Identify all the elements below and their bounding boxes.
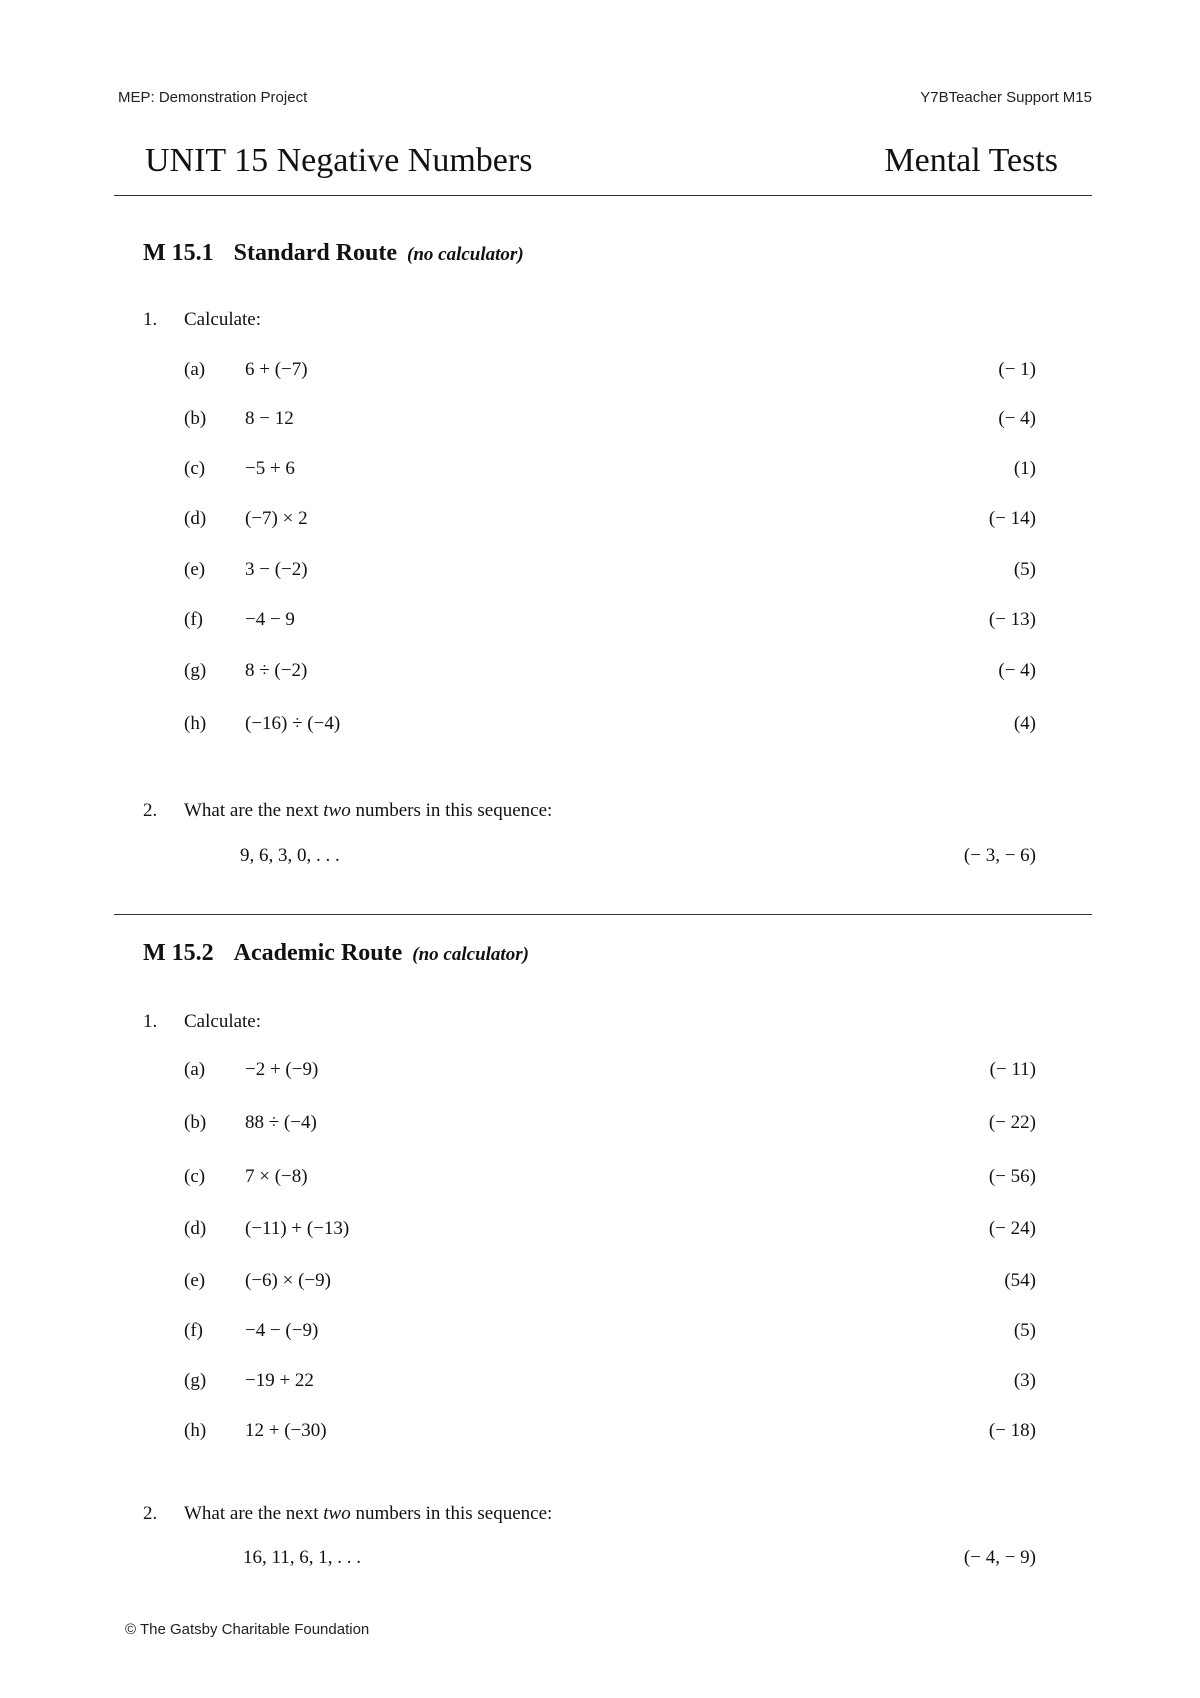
item-answer: (3) — [1013, 1370, 1036, 1391]
unit-title: UNIT 15 Negative Numbers — [145, 142, 533, 179]
section-note: (no calculator) — [407, 244, 524, 265]
item-label: (f) — [184, 609, 203, 630]
item-expression: 6 + (−7) — [245, 359, 308, 380]
item-answer: (− 18) — [988, 1420, 1036, 1441]
item-answer: (− 11) — [989, 1059, 1036, 1080]
item-expression: 12 + (−30) — [245, 1420, 327, 1441]
item-answer: (5) — [1013, 559, 1036, 580]
item-label: (d) — [184, 508, 207, 529]
footer-copyright: © The Gatsby Charitable Foundation — [125, 1621, 370, 1638]
item-expression: −19 + 22 — [245, 1370, 314, 1391]
item-expression: 7 × (−8) — [245, 1166, 308, 1187]
item-expression: −5 + 6 — [245, 458, 295, 479]
item-answer: (− 56) — [988, 1166, 1036, 1187]
prompt-text: numbers in this sequence: — [350, 800, 553, 821]
title-divider — [114, 195, 1092, 196]
item-expression: −4 − 9 — [245, 609, 295, 630]
item-label: (h) — [184, 1420, 207, 1441]
sequence-prompt — [184, 1503, 552, 1525]
item-expression: −2 + (−9) — [245, 1059, 319, 1080]
item-answer: (54) — [1004, 1270, 1036, 1291]
prompt-text: What are the next — [184, 800, 324, 821]
prompt-text: numbers in this sequence: — [350, 1503, 553, 1524]
item-expression: 88 ÷ (−4) — [245, 1112, 317, 1133]
sequence-prompt — [184, 800, 552, 822]
item-label: (d) — [184, 1218, 207, 1239]
item-label: (g) — [184, 660, 207, 681]
section-divider — [114, 914, 1092, 915]
section-heading-1 — [143, 240, 524, 267]
header-right: Y7BTeacher Support M15 — [920, 89, 1092, 106]
question-number: 2. — [143, 800, 158, 821]
item-answer: (− 4) — [998, 660, 1036, 681]
item-answer: (− 22) — [988, 1112, 1036, 1133]
item-label: (c) — [184, 458, 206, 479]
item-expression: 3 − (−2) — [245, 559, 308, 580]
item-answer: (1) — [1013, 458, 1036, 479]
sequence-answer: (− 3, − 6) — [963, 845, 1036, 866]
question-number: 1. — [143, 309, 158, 330]
prompt-text: What are the next — [184, 1503, 324, 1524]
item-answer: (− 13) — [988, 609, 1036, 630]
section-title: Mental Tests — [884, 142, 1058, 179]
item-answer: (− 4) — [998, 408, 1036, 429]
item-expression: (−16) ÷ (−4) — [245, 713, 341, 734]
section-name: Standard Route — [233, 240, 398, 266]
item-answer: (− 14) — [988, 508, 1036, 529]
question-prompt: Calculate: — [184, 1011, 262, 1032]
item-label: (c) — [184, 1166, 206, 1187]
item-expression: 8 − 12 — [245, 408, 294, 429]
item-label: (f) — [184, 1320, 203, 1341]
item-answer: (4) — [1013, 713, 1036, 734]
item-label: (b) — [184, 1112, 207, 1133]
question-number: 2. — [143, 1503, 158, 1524]
item-label: (a) — [184, 1059, 206, 1080]
section-code: M 15.1 — [143, 240, 214, 266]
sequence: 16, 11, 6, 1, . . . — [243, 1547, 362, 1568]
item-answer: (− 24) — [988, 1218, 1036, 1239]
section-code: M 15.2 — [143, 940, 214, 966]
sequence: 9, 6, 3, 0, . . . — [240, 845, 340, 866]
question-number: 1. — [143, 1011, 158, 1032]
item-answer: (− 1) — [998, 359, 1036, 380]
item-expression: −4 − (−9) — [245, 1320, 319, 1341]
section-note: (no calculator) — [412, 944, 529, 965]
sequence-answer: (− 4, − 9) — [963, 1547, 1036, 1568]
item-label: (a) — [184, 359, 206, 380]
item-expression: (−6) × (−9) — [245, 1270, 331, 1291]
section-name: Academic Route — [233, 940, 403, 966]
item-expression: 8 ÷ (−2) — [245, 660, 308, 681]
item-label: (e) — [184, 1270, 206, 1291]
item-label: (e) — [184, 559, 206, 580]
item-expression: (−7) × 2 — [245, 508, 308, 529]
item-label: (b) — [184, 408, 207, 429]
prompt-emphasis: two — [323, 800, 351, 821]
header-left: MEP: Demonstration Project — [118, 89, 308, 106]
question-prompt: Calculate: — [184, 309, 262, 330]
section-heading-2 — [143, 940, 529, 967]
item-label: (g) — [184, 1370, 207, 1391]
prompt-emphasis: two — [323, 1503, 351, 1524]
item-label: (h) — [184, 713, 207, 734]
item-answer: (5) — [1013, 1320, 1036, 1341]
item-expression: (−11) + (−13) — [245, 1218, 350, 1239]
